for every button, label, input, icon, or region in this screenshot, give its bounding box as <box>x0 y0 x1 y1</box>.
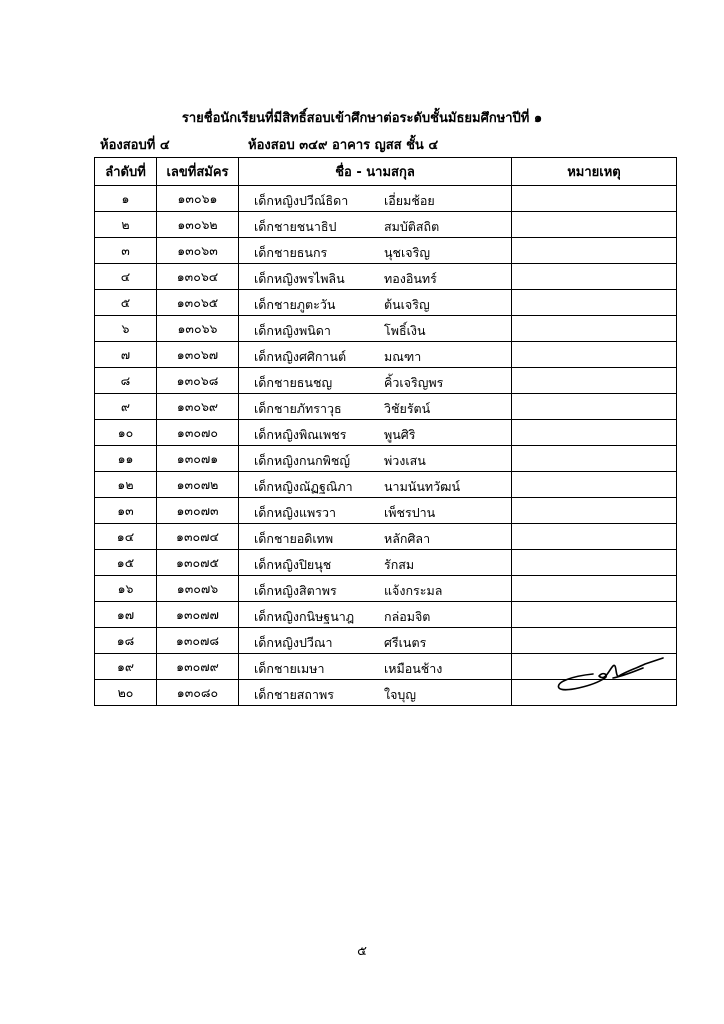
student-last-name: นุชเจริญ <box>384 245 430 260</box>
application-number: ๑๓๐๖๒ <box>157 212 239 238</box>
student-last-name: แจ้งกระมล <box>384 583 443 598</box>
order-number: ๒๐ <box>95 680 157 706</box>
application-number: ๑๓๐๗๒ <box>157 472 239 498</box>
application-number: ๑๓๐๗๘ <box>157 628 239 654</box>
remark-cell <box>512 628 677 654</box>
student-first-name: เด็กชายชนาธิป <box>254 219 337 234</box>
table-row <box>95 420 677 446</box>
student-first-name: เด็กหญิงพนิดา <box>254 323 331 338</box>
order-number: ๑๑ <box>95 446 157 472</box>
application-number: ๑๓๐๖๕ <box>157 290 239 316</box>
student-last-name: หลักศิลา <box>384 531 431 546</box>
order-number: ๗ <box>95 342 157 368</box>
table-row <box>95 368 677 394</box>
application-number: ๑๓๐๖๖ <box>157 316 239 342</box>
order-number: ๘ <box>95 368 157 394</box>
room-location: ห้องสอบ ๓๔๙ อาคาร ญสส ชั้น ๔ <box>248 138 439 153</box>
order-number: ๑๔ <box>95 524 157 550</box>
application-number: ๑๓๐๖๑ <box>157 186 239 212</box>
student-first-name: เด็กหญิงปิยนุช <box>254 557 332 572</box>
student-last-name: เหมือนช้าง <box>384 661 443 676</box>
student-name-cell <box>239 316 512 342</box>
order-number: ๑๘ <box>95 628 157 654</box>
order-number: ๖ <box>95 316 157 342</box>
application-number: ๑๓๐๗๖ <box>157 576 239 602</box>
student-name-cell <box>239 368 512 394</box>
student-last-name: รักสม <box>384 557 415 572</box>
student-last-name: เอี่ยมช้อย <box>384 193 435 208</box>
order-number: ๑๖ <box>95 576 157 602</box>
application-number: ๑๓๐๖๙ <box>157 394 239 420</box>
order-number: ๙ <box>95 394 157 420</box>
student-first-name: เด็กชายธนกร <box>254 245 328 260</box>
remark-cell <box>512 342 677 368</box>
order-number: ๓ <box>95 238 157 264</box>
student-name-cell <box>239 654 512 680</box>
student-name-cell <box>239 264 512 290</box>
student-first-name: เด็กหญิงสิตาพร <box>254 583 337 598</box>
student-name-cell <box>239 524 512 550</box>
student-name-cell <box>239 628 512 654</box>
student-first-name: เด็กชายธนชญ <box>254 375 333 390</box>
table-row <box>95 290 677 316</box>
student-name-cell <box>239 602 512 628</box>
student-name-cell <box>239 550 512 576</box>
student-first-name: เด็กหญิงณัฏฐณิภา <box>254 479 353 494</box>
remark-cell <box>512 446 677 472</box>
column-header-remark: หมายเหตุ <box>512 158 677 186</box>
page-number: ๕ <box>357 944 367 959</box>
student-first-name: เด็กชายสถาพร <box>254 687 334 702</box>
student-first-name: เด็กหญิงพรไพลิน <box>254 271 345 286</box>
student-last-name: พ่วงเสน <box>384 453 426 468</box>
application-number: ๑๓๐๗๓ <box>157 498 239 524</box>
application-number: ๑๓๐๘๐ <box>157 680 239 706</box>
remark-cell <box>512 186 677 212</box>
application-number: ๑๓๐๖๘ <box>157 368 239 394</box>
student-last-name: คิ้วเจริญพร <box>384 375 444 390</box>
table-row <box>95 602 677 628</box>
student-first-name: เด็กชายภัทราวุธ <box>254 401 342 416</box>
remark-cell <box>512 576 677 602</box>
student-name-cell <box>239 472 512 498</box>
remark-cell <box>512 316 677 342</box>
student-first-name: เด็กหญิงพิณเพชร <box>254 427 347 442</box>
table-row <box>95 472 677 498</box>
student-first-name: เด็กหญิงกนิษฐนาฎ <box>254 609 355 624</box>
student-first-name: เด็กหญิงศศิกานต์ <box>254 349 347 364</box>
student-last-name: เพ็ชรปาน <box>384 505 436 520</box>
remark-cell <box>512 212 677 238</box>
student-name-cell <box>239 342 512 368</box>
application-number: ๑๓๐๖๓ <box>157 238 239 264</box>
column-header-application-no: เลขที่สมัคร <box>157 158 239 186</box>
student-name-cell <box>239 394 512 420</box>
order-number: ๑๐ <box>95 420 157 446</box>
table-header-row <box>95 158 677 186</box>
student-name-cell <box>239 680 512 706</box>
remark-cell <box>512 394 677 420</box>
table-row <box>95 186 677 212</box>
application-number: ๑๓๐๗๐ <box>157 420 239 446</box>
room-number: ห้องสอบที่ ๔ <box>100 138 170 153</box>
student-last-name: ศรีเนตร <box>384 635 427 650</box>
table-row <box>95 342 677 368</box>
student-last-name: วิชัยรัตน์ <box>384 401 431 416</box>
table-row <box>95 498 677 524</box>
student-first-name: เด็กหญิงกนกพิชญ์ <box>254 453 351 468</box>
student-table <box>94 157 677 706</box>
student-name-cell <box>239 186 512 212</box>
column-header-order: ลำดับที่ <box>95 158 157 186</box>
table-row <box>95 446 677 472</box>
table-row <box>95 628 677 654</box>
table-row <box>95 316 677 342</box>
remark-cell <box>512 420 677 446</box>
remark-cell <box>512 368 677 394</box>
order-number: ๕ <box>95 290 157 316</box>
order-number: ๒ <box>95 212 157 238</box>
order-number: ๑๗ <box>95 602 157 628</box>
student-first-name: เด็กชายอดิเทพ <box>254 531 334 546</box>
signature <box>553 656 665 696</box>
remark-cell <box>512 602 677 628</box>
document-title: รายชื่อนักเรียนที่มีสิทธิ์สอบเข้าศึกษาต่อระดับชั้นมัธยมศึกษาปีที่ ๑ <box>181 111 543 126</box>
table-row <box>95 550 677 576</box>
remark-cell <box>512 264 677 290</box>
application-number: ๑๓๐๖๗ <box>157 342 239 368</box>
student-name-cell <box>239 238 512 264</box>
student-last-name: ใจบุญ <box>384 687 417 702</box>
application-number: ๑๓๐๗๗ <box>157 602 239 628</box>
column-header-name: ชื่อ - นามสกุล <box>239 158 512 186</box>
remark-cell <box>512 498 677 524</box>
table-row <box>95 264 677 290</box>
remark-cell <box>512 550 677 576</box>
table-row <box>95 238 677 264</box>
order-number: ๔ <box>95 264 157 290</box>
student-last-name: กล่อมจิต <box>384 609 431 624</box>
order-number: ๑๕ <box>95 550 157 576</box>
order-number: ๑๓ <box>95 498 157 524</box>
order-number: ๑ <box>95 186 157 212</box>
student-last-name: นามนันทวัฒน์ <box>384 479 460 494</box>
student-last-name: ทองอินทร์ <box>384 271 437 286</box>
student-last-name: พูนศิริ <box>384 427 416 442</box>
table-row <box>95 524 677 550</box>
application-number: ๑๓๐๗๑ <box>157 446 239 472</box>
student-name-cell <box>239 290 512 316</box>
student-first-name: เด็กชายภูตะวัน <box>254 297 336 312</box>
student-first-name: เด็กชายเมษา <box>254 661 325 676</box>
application-number: ๑๓๐๖๔ <box>157 264 239 290</box>
student-first-name: เด็กหญิงแพรวา <box>254 505 337 520</box>
application-number: ๑๓๐๗๙ <box>157 654 239 680</box>
remark-cell <box>512 524 677 550</box>
student-first-name: เด็กหญิงปวีณา <box>254 635 333 650</box>
application-number: ๑๓๐๗๕ <box>157 550 239 576</box>
student-last-name: โพธิ์เงิน <box>384 323 426 338</box>
student-name-cell <box>239 212 512 238</box>
order-number: ๑๙ <box>95 654 157 680</box>
student-first-name: เด็กหญิงปวีณ์ธิดา <box>254 193 349 208</box>
order-number: ๑๒ <box>95 472 157 498</box>
remark-cell <box>512 290 677 316</box>
table-row <box>95 394 677 420</box>
table-row <box>95 212 677 238</box>
student-name-cell <box>239 420 512 446</box>
student-last-name: ต้นเจริญ <box>384 297 430 312</box>
student-name-cell <box>239 446 512 472</box>
student-last-name: มณฑา <box>384 349 422 364</box>
table-row <box>95 576 677 602</box>
student-name-cell <box>239 576 512 602</box>
student-last-name: สมบัติสถิต <box>384 219 440 234</box>
application-number: ๑๓๐๗๔ <box>157 524 239 550</box>
student-name-cell <box>239 498 512 524</box>
remark-cell <box>512 238 677 264</box>
remark-cell <box>512 472 677 498</box>
